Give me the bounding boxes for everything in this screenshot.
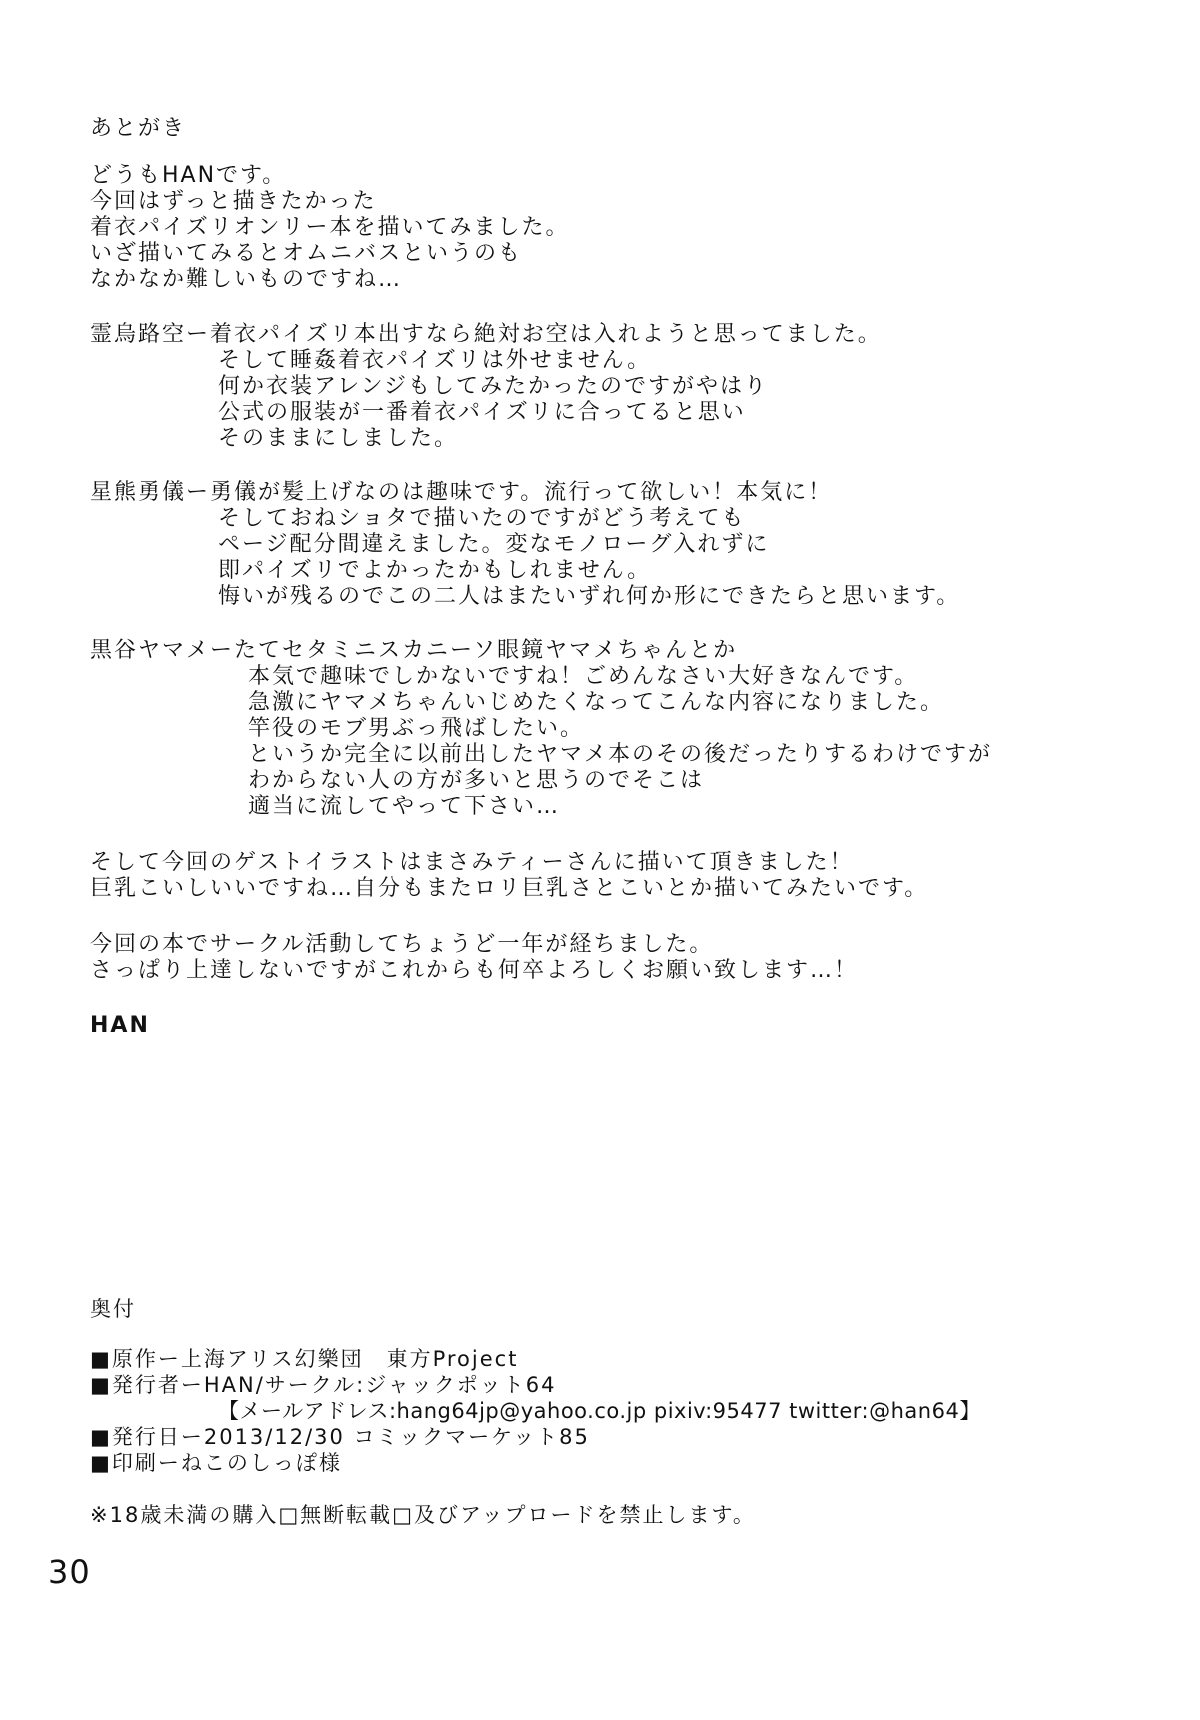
colophon-publisher: ■発行者ーHAN/サークル:ジャックポット64 (90, 1373, 557, 1397)
yuugi-line: そしておねショタで描いたのですがどう考えても (218, 506, 746, 531)
yamame-line: わからない人の方が多いと思うのでそこは (248, 768, 705, 793)
yuugi-line: 即パイズリでよかったかもしれません。 (218, 558, 652, 583)
colophon-heading: 奥付 (90, 1297, 136, 1321)
intro-line: どうもHANです。 (90, 163, 287, 188)
afterword-heading: あとがき (90, 116, 187, 141)
guest-line: 巨乳こいしいいですね…自分もまたロリ巨乳さとこいとか描いてみたいです。 (90, 876, 929, 901)
colophon-printer: ■印刷ーねこのしっぽ様 (90, 1451, 342, 1475)
intro-line: いざ描いてみるとオムニバスというのも (90, 241, 523, 266)
yamame-line: 竿役のモブ男ぶっ飛ばしたい。 (248, 716, 585, 741)
yuugi-line: 星熊勇儀ー勇儀が髪上げなのは趣味です。流行って欲しい！本気に！ (90, 480, 833, 505)
guest-line: そして今回のゲストイラストはまさみティーさんに描いて頂きました！ (90, 850, 854, 875)
yuugi-line: 悔いが残るのでこの二人はまたいずれ何か形にできたらと思います。 (218, 584, 961, 609)
closing-line: さっぱり上達しないですがこれからも何卒よろしくお願い致します…！ (90, 958, 859, 983)
colophon-original: ■原作ー上海アリス幻樂団 東方Project (90, 1347, 519, 1371)
yamame-line: 適当に流してやって下さい… (248, 794, 561, 819)
yuugi-line: ページ配分間違えました。変なモノローグ入れずに (218, 532, 770, 557)
intro-line: 今回はずっと描きたかった (90, 189, 377, 214)
yamame-line: というか完全に以前出したヤマメ本のその後だったりするわけですが (248, 742, 993, 767)
page-number: 30 (48, 1553, 91, 1591)
utsuho-line: そのままにしました。 (218, 426, 459, 451)
yamame-line: 本気で趣味でしかないですね！ごめんなさい大好きなんです。 (248, 664, 919, 689)
intro-line: なかなか難しいものですね… (90, 267, 403, 292)
colophon-notice: ※18歳未満の購入□無断転載□及びアップロードを禁止します。 (90, 1503, 756, 1527)
utsuho-line: そして睡姦着衣パイズリは外せません。 (218, 348, 652, 373)
utsuho-line: 何か衣装アレンジもしてみたかったのですがやはり (218, 374, 769, 399)
yamame-line: 黒谷ヤマメーたてセタミニスカニーソ眼鏡ヤマメちゃんとか (90, 638, 738, 663)
colophon-date: ■発行日ー2013/12/30 コミックマーケット85 (90, 1425, 590, 1449)
intro-line: 着衣パイズリオンリー本を描いてみました。 (90, 215, 570, 240)
signature: HAN (90, 1013, 150, 1038)
yamame-line: 急激にヤマメちゃんいじめたくなってこんな内容になりました。 (248, 690, 945, 715)
closing-line: 今回の本でサークル活動してちょうど一年が経ちました。 (90, 932, 714, 957)
colophon-contact: 【メールアドレス:hang64jp@yahoo.co.jp pixiv:95477 twitter:@han64】 (218, 1399, 981, 1423)
utsuho-line: 霊烏路空ー着衣パイズリ本出すなら絶対お空は入れようと思ってました。 (90, 322, 882, 347)
utsuho-line: 公式の服装が一番着衣パイズリに合ってると思い (218, 400, 746, 425)
